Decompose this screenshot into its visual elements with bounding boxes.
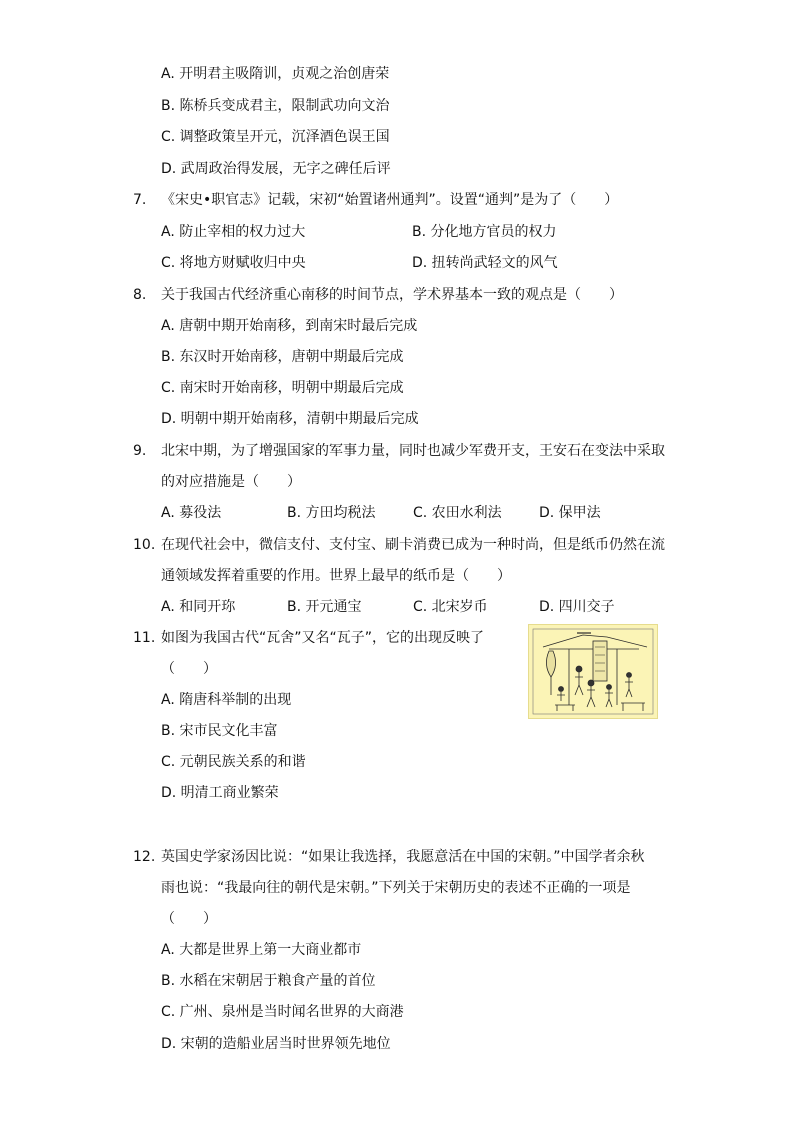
q9-number: 9. xyxy=(133,443,147,459)
q10-option-d: D. 四川交子 xyxy=(539,599,615,615)
q12-number: 12. xyxy=(133,849,156,865)
q11-option-d: D. 明清工商业繁荣 xyxy=(161,785,279,801)
q11-option-a: A. 隋唐科举制的出现 xyxy=(161,692,292,708)
q9-stem-line1: 北宋中期，为了增强国家的军事力量，同时也减少军费开支，王安石在变法中采取 xyxy=(161,443,665,459)
q12-stem-line1: 英国史学家汤因比说：“如果让我选择，我愿意活在中国的宋朝。”中国学者余秋 xyxy=(161,849,645,865)
q10-stem-line2: 通领域发挥着重要的作用。世界上最早的纸币是（ ） xyxy=(161,568,511,584)
q9-option-d: D. 保甲法 xyxy=(539,505,601,521)
q6-option-a: A. 开明君主吸隋训，贞观之治创唐荣 xyxy=(161,66,390,82)
q9-option-a: A. 募役法 xyxy=(161,505,222,521)
q9-option-b: B. 方田均税法 xyxy=(287,505,376,521)
q7-number: 7. xyxy=(133,192,147,208)
q12-stem-line3: （ ） xyxy=(161,911,217,927)
q12-option-b: B. 水稻在宋朝居于粮食产量的首位 xyxy=(161,973,376,989)
q12-option-c: C. 广州、泉州是当时闻名世界的大商港 xyxy=(161,1004,404,1020)
q8-stem: 关于我国古代经济重心南移的时间节点，学术界基本一致的观点是（ ） xyxy=(161,287,623,303)
q10-stem-line1: 在现代社会中，微信支付、支付宝、刷卡消费已成为一种时尚，但是纸币仍然在流 xyxy=(161,537,665,553)
q12-option-d: D. 宋朝的造船业居当时世界领先地位 xyxy=(161,1036,391,1052)
q11-stem-line1: 如图为我国古代“瓦舍”又名“瓦子”，它的出现反映了 xyxy=(161,630,485,646)
wazi-illustration xyxy=(528,624,658,719)
q10-option-a: A. 和同开珎 xyxy=(161,599,236,615)
q7-option-a: A. 防止宰相的权力过大 xyxy=(161,224,306,240)
q6-option-b: B. 陈桥兵变成君主，限制武功向文治 xyxy=(161,98,390,114)
q6-option-d: D. 武周政治得发展，无字之碑任后评 xyxy=(161,161,391,177)
q6-option-c: C. 调整政策呈开元，沉泽酒色误王国 xyxy=(161,129,390,145)
q10-option-c: C. 北宋岁币 xyxy=(413,599,488,615)
q7-stem: 《宋史•职官志》记载，宋初“始置诸州通判”。设置“通判”是为了（ ） xyxy=(161,192,619,208)
q8-option-b: B. 东汉时开始南移，唐朝中期最后完成 xyxy=(161,349,404,365)
q7-option-d: D. 扭转尚武轻文的风气 xyxy=(412,255,558,271)
q10-option-b: B. 开元通宝 xyxy=(287,599,362,615)
q11-option-c: C. 元朝民族关系的和谐 xyxy=(161,754,306,770)
q10-number: 10. xyxy=(133,537,156,553)
q7-option-b: B. 分化地方官员的权力 xyxy=(412,224,557,240)
q9-option-c: C. 农田水利法 xyxy=(413,505,502,521)
q8-number: 8. xyxy=(133,287,147,303)
q8-option-c: C. 南宋时开始南移，明朝中期最后完成 xyxy=(161,380,404,396)
q12-option-a: A. 大都是世界上第一大商业都市 xyxy=(161,942,362,958)
q9-stem-line2: 的对应措施是（ ） xyxy=(161,474,301,490)
q11-stem-line2: （ ） xyxy=(161,661,217,677)
q8-option-a: A. 唐朝中期开始南移，到南宋时最后完成 xyxy=(161,318,418,334)
q12-stem-line2: 雨也说：“我最向往的朝代是宋朝。”下列关于宋朝历史的表述不正确的一项是 xyxy=(161,880,631,896)
q11-option-b: B. 宋市民文化丰富 xyxy=(161,723,278,739)
q11-number: 11. xyxy=(133,630,156,646)
q7-option-c: C. 将地方财赋收归中央 xyxy=(161,255,306,271)
wazi-drawing xyxy=(529,625,657,718)
q8-option-d: D. 明朝中期开始南移，清朝中期最后完成 xyxy=(161,411,419,427)
